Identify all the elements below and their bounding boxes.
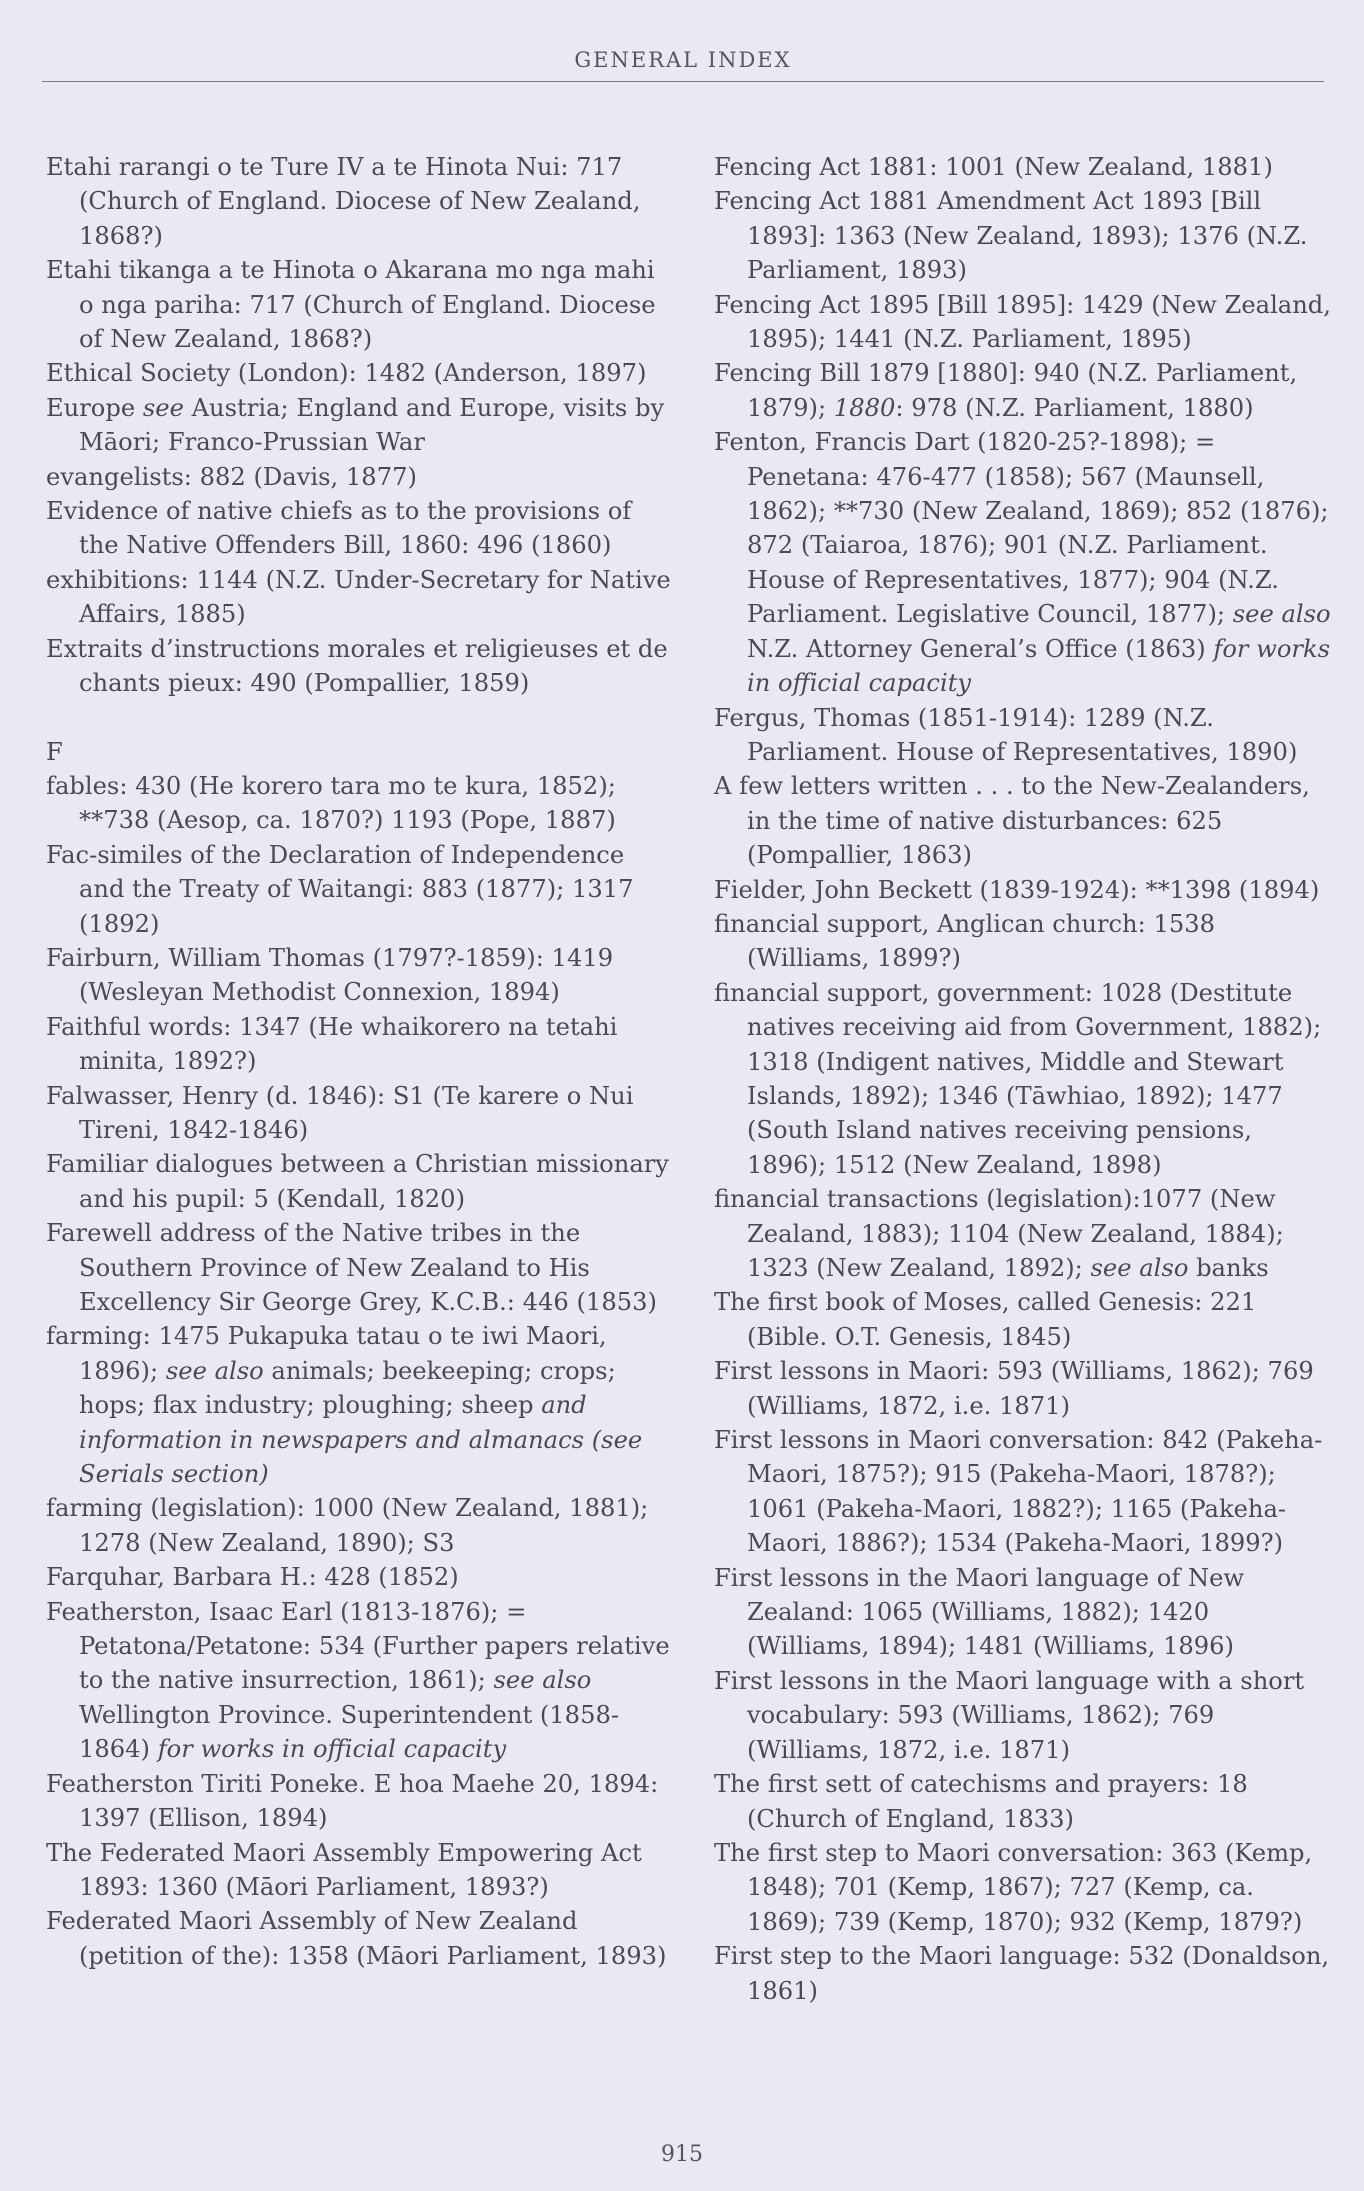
entry-text: Wellington Province. Superintendent (1858-1864) bbox=[79, 1700, 620, 1764]
index-entry: Farquhar, Barbara H.: 428 (1852) bbox=[46, 1563, 459, 1592]
index-entry: Falwasser, Henry (d. 1846): S1 (Te karere o Nui Tireni, 1842-1846) bbox=[46, 1081, 634, 1144]
index-entry: Fairburn, William Thomas (1797?-1859): 1419 (Wesleyan Methodist Connexion, 1894) bbox=[46, 943, 614, 1007]
index-entry: Evidence of native chiefs as to the provisions of the Native Offenders Bill, 1860: 496 (1860) bbox=[46, 497, 632, 560]
cross-reference: see also bbox=[1232, 600, 1331, 629]
header-rule bbox=[42, 81, 1324, 82]
entry-text: farming: 1475 Pukapuka tatau o te iwi Maori, 1896); bbox=[46, 1322, 607, 1385]
index-entry: financial support, government: 1028 (Destitute natives receiving aid from Government, 1882); 1318 (Indigent natives, Middle and Stewart Islands, 1892); 1346 (Tāwhiao, 1892); 1477 (South Island natives receiving pensions, 1896); 1512 (New Zealand, 1898) bbox=[714, 978, 1322, 1179]
index-entry: Etahi rarangi o te Ture IV a te Hinota Nui: 717 (Church of England. Diocese of New Zealand, 1868?) bbox=[46, 153, 641, 250]
index-entry: First lessons in Maori: 593 (Williams, 1862); 769 (Williams, 1872, i.e. 1871) bbox=[714, 1357, 1314, 1420]
entry-text: Featherston, Isaac Earl (1813-1876); = Petatona/Petatone: 534 (Further papers relative to the native insurrection, 1861); bbox=[46, 1597, 670, 1695]
index-entry: evangelists: 882 (Davis, 1877) bbox=[46, 462, 417, 491]
entry-note: for works in official capacity bbox=[747, 634, 1331, 698]
entry-text: financial transactions (legislation):1077 (New Zealand, 1883); 1104 (New Zealand, 1884); 1323 (New Zealand, 1892); bbox=[714, 1185, 1284, 1282]
entry-text: Austria; England and Europe, visits by Māori; Franco-Prussian War bbox=[79, 393, 665, 457]
index-entry: Featherston Tiriti Poneke. E hoa Maehe 20, 1894: 1397 (Ellison, 1894) bbox=[46, 1769, 659, 1833]
index-entry: Extraits d’instructions morales et religieuses et de chants pieux: 490 (Pompallier, 1859) bbox=[46, 634, 668, 698]
index-entry: First lessons in the Maori language of New Zealand: 1065 (Williams, 1882); 1420 (Williams, 1894); 1481 (Williams, 1896) bbox=[714, 1563, 1245, 1661]
index-entry: Ethical Society (London): 1482 (Anderson, 1897) bbox=[46, 359, 647, 388]
index-entry: financial support, Anglican church: 1538 (Williams, 1899?) bbox=[714, 909, 1216, 973]
index-entry: Federated Maori Assembly of New Zealand (petition of the): 1358 (Māori Parliament, 1893) bbox=[46, 1907, 667, 1970]
index-entry: Etahi tikanga a te Hinota o Akarana mo nga mahi o nga pariha: 717 (Church of England. Diocese of New Zealand, 1868?) bbox=[46, 256, 656, 354]
index-entry: A few letters written . . . to the New-Zealanders, in the time of native disturbances: 625 (Pompallier, 1863) bbox=[714, 772, 1310, 870]
index-entry bbox=[46, 1595, 676, 1767]
entry-text: : 978 (N.Z. Parliament, 1880) bbox=[895, 393, 1254, 422]
index-entry: Fergus, Thomas (1851-1914): 1289 (N.Z. Parliament. House of Representatives, 1890) bbox=[714, 703, 1298, 766]
index-entry: The first sett of catechisms and prayers: 18 (Church of England, 1833) bbox=[714, 1770, 1248, 1833]
index-entry: The first step to Maori conversation: 363 (Kemp, 1848); 701 (Kemp, 1867); 727 (Kemp, ca. 1869); 739 (Kemp, 1870); 932 (Kemp, 1879?) bbox=[714, 1838, 1313, 1936]
running-head: GENERAL INDEX bbox=[574, 48, 792, 72]
index-entry: Fencing Act 1881: 1001 (New Zealand, 1881) bbox=[714, 153, 1273, 181]
index-entry bbox=[714, 425, 1332, 700]
entry-text: Europe bbox=[46, 393, 143, 422]
index-entry: Farewell address of the Native tribes in the Southern Province of New Zealand to His Excellency Sir George Grey, K.C.B.: 446 (1853) bbox=[46, 1219, 657, 1316]
index-column-right bbox=[714, 150, 1332, 2008]
index-entry: The first book of Moses, called Genesis: 221 (Bible. O.T. Genesis, 1845) bbox=[714, 1288, 1257, 1351]
index-entry: farming (legislation): 1000 (New Zealand, 1881); 1278 (New Zealand, 1890); S3 bbox=[46, 1494, 649, 1557]
index-column-left bbox=[46, 150, 676, 1973]
index-entry bbox=[714, 356, 1332, 425]
entry-group-e bbox=[46, 150, 676, 701]
index-entry: Fielder, John Beckett (1839-1924): **1398 (1894) bbox=[714, 875, 1320, 904]
index-entry: The Federated Maori Assembly Empowering Act 1893: 1360 (Māori Parliament, 1893?) bbox=[46, 1838, 642, 1901]
index-entry: Fencing Act 1895 [Bill 1895]: 1429 (New Zealand, 1895); 1441 (N.Z. Parliament, 1895) bbox=[714, 290, 1331, 354]
cross-reference: see also bbox=[165, 1356, 264, 1385]
index-entry: Faithful words: 1347 (He whaikorero na tetahi minita, 1892?) bbox=[46, 1012, 618, 1076]
index-entry: Familiar dialogues between a Christian missionary and his pupil: 5 (Kendall, 1820) bbox=[46, 1150, 669, 1213]
index-entry: First step to the Maori language: 532 (Donaldson, 1861) bbox=[714, 1942, 1330, 2005]
index-entry: Fac-similes of the Declaration of Independence and the Treaty of Waitangi: 883 (1877); 1317 (1892) bbox=[46, 840, 634, 938]
entry-note: for works in official capacity bbox=[157, 1735, 507, 1764]
entry-text: Fencing Bill 1879 [1880]: 940 (N.Z. Parliament, 1879); bbox=[714, 359, 1298, 422]
index-entry bbox=[46, 1319, 676, 1491]
index-entry: First lessons in Maori conversation: 842 (Pakeha-Maori, 1875?); 915 (Pakeha-Maori, 1878?); 1061 (Pakeha-Maori, 1882?); 1165 (Pakeha-Maori, 1886?); 1534 (Pakeha-Maori, 1899?) bbox=[714, 1426, 1323, 1558]
entry-note: and information in newspapers and almanacs (see Serials section) bbox=[79, 1391, 643, 1489]
entry-group-f bbox=[46, 769, 676, 1973]
index-entry: Fencing Act 1881 Amendment Act 1893 [Bill 1893]: 1363 (New Zealand, 1893); 1376 (N.Z. Parliament, 1893) bbox=[714, 187, 1308, 285]
index-entry: First lessons in the Maori language with a short vocabulary: 593 (Williams, 1862); 769 (Williams, 1872, i.e. 1871) bbox=[714, 1666, 1305, 1764]
entry-text: N.Z. Attorney General’s Office (1863) bbox=[747, 634, 1214, 663]
cross-reference: see also bbox=[1090, 1254, 1189, 1282]
index-entry: fables: 430 (He korero tara mo te kura, 1852); **738 (Aesop, ca. 1870?) 1193 (Pope, 1887) bbox=[46, 771, 616, 835]
entry-note: 1880 bbox=[833, 393, 896, 422]
index-entry: exhibitions: 1144 (N.Z. Under-Secretary for Native Affairs, 1885) bbox=[46, 565, 671, 629]
entry-text: Fenton, Francis Dart (1820-25?-1898); = Penetana: 476-477 (1858); 567 (Maunsell, 1862); **730 (New Zealand, 1869); 852 (1876); 872 (Taiaroa, 1876); 901 (N.Z. Parliament. House of Representatives, 1877); 904 (N.Z. Parliament. Legislative Council, 1877); bbox=[714, 428, 1329, 629]
index-entry bbox=[714, 1182, 1332, 1285]
index-entry bbox=[46, 391, 676, 460]
cross-reference: see bbox=[142, 393, 184, 422]
entry-text: animals; beekeeping; crops; hops; flax industry; ploughing; sheep bbox=[79, 1356, 616, 1420]
cross-reference: see also bbox=[493, 1666, 592, 1695]
page-number: 915 bbox=[661, 2142, 703, 2167]
section-letter: F bbox=[46, 737, 63, 766]
entry-text: banks bbox=[1188, 1254, 1269, 1282]
